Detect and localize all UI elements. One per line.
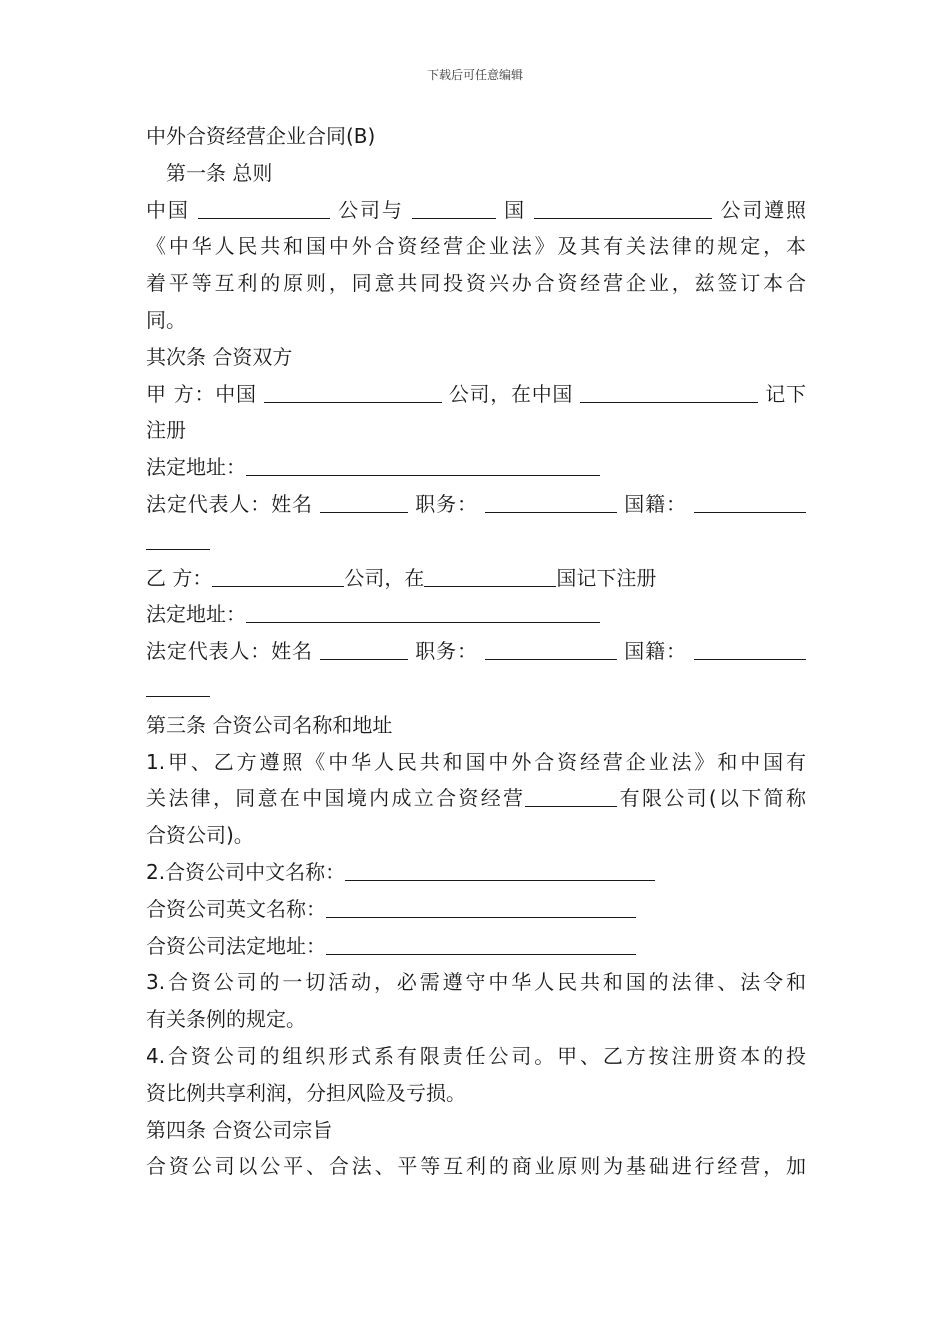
document-title: 中外合资经营企业合同(B)	[146, 124, 376, 148]
article-1-line-4: 同。	[146, 307, 186, 332]
blank-field	[264, 376, 442, 403]
blank-field	[146, 523, 210, 550]
blank-field	[580, 376, 758, 403]
article-4-heading: 第四条 合资公司宗旨	[146, 1117, 333, 1142]
blank-field	[485, 633, 617, 660]
article-1-line-1	[146, 192, 806, 229]
party-b-company-text: 公司，在	[344, 565, 425, 590]
party-a-blank-continuation	[146, 523, 806, 560]
party-a-company-text: 公司，在中国	[448, 381, 574, 406]
representative-label: 法定代表人：姓名	[146, 491, 313, 516]
party-a-label: 甲 方：中国	[146, 381, 257, 406]
clause-2-chinese-name	[146, 854, 806, 891]
duty-label: 职务：	[415, 491, 478, 516]
blank-field	[525, 780, 617, 807]
party-a-address	[146, 449, 806, 486]
article-3-heading: 第三条 合资公司名称和地址	[146, 712, 393, 737]
blank-field	[246, 449, 600, 476]
article-1-line-2: 《中华人民共和国中外合资经营企业法》及其有关法律的规定，本	[146, 234, 806, 259]
representative-label: 法定代表人：姓名	[146, 639, 313, 664]
nationality-label: 国籍：	[624, 639, 687, 664]
blank-field	[694, 633, 806, 660]
clause-4-line-2: 资比例共享利润，分担风险及亏损。	[146, 1080, 466, 1105]
text-company-according: 公司遵照	[720, 197, 806, 222]
clause-1-line-2	[146, 780, 806, 817]
article-1-line-3: 着平等互利的原则，同意共同投资兴办合资经营企业，兹签订本合	[146, 271, 806, 296]
party-b-label: 乙 方：	[146, 565, 213, 590]
chinese-name-label: 2.合资公司中文名称：	[146, 859, 346, 884]
party-a-line	[146, 376, 806, 413]
contract-document	[146, 118, 806, 1185]
clause-3-line-1: 3.合资公司的一切活动，必需遵守中华人民共和国的法律、法令和	[146, 970, 806, 995]
duty-label: 职务：	[415, 639, 478, 664]
blank-field	[412, 192, 496, 219]
clause-1-text-cont: 有限公司(以下简称	[617, 786, 806, 811]
clause-1-line-3: 合资公司)。	[146, 823, 254, 848]
clause-1-text: 关法律，同意在中国境内成立合资经营	[146, 786, 526, 811]
clause-2-legal-address	[146, 928, 806, 965]
party-a-line-2: 注册	[146, 418, 186, 443]
party-b-line	[146, 560, 806, 597]
blank-field	[345, 854, 655, 881]
blank-field	[424, 560, 556, 587]
blank-field	[534, 192, 712, 219]
party-b-registered-text: 国记下注册	[556, 565, 657, 590]
clause-2-english-name	[146, 891, 806, 928]
text-company-with: 公司与	[338, 197, 404, 222]
party-b-address	[146, 596, 806, 633]
blank-field	[198, 192, 330, 219]
blank-field	[146, 670, 210, 697]
address-label: 法定地址：	[146, 455, 246, 480]
english-name-label: 合资公司英文名称：	[146, 896, 326, 921]
blank-field	[246, 596, 600, 623]
blank-field	[326, 928, 636, 955]
party-b-representative	[146, 633, 806, 670]
text-china: 中国	[146, 197, 190, 222]
blank-field	[485, 486, 617, 513]
clause-4-line-1: 4.合资公司的组织形式系有限责任公司。甲、乙方按注册资本的投	[146, 1043, 806, 1068]
clause-1-line-1: 1.甲、乙方遵照《中华人民共和国中外合资经营企业法》和中国有	[146, 749, 806, 774]
clause-3-line-2: 有关条例的规定。	[146, 1007, 306, 1032]
legal-address-label: 合资公司法定地址：	[146, 933, 326, 958]
blank-field	[320, 633, 408, 660]
blank-field	[694, 486, 806, 513]
address-label: 法定地址：	[146, 602, 246, 627]
page-header: 下载后可任意编辑	[426, 68, 523, 82]
blank-field	[320, 486, 408, 513]
party-a-registered-text: 记下	[765, 381, 806, 406]
blank-field	[212, 560, 344, 587]
article-2-heading: 其次条 合资双方	[146, 344, 293, 369]
text-country: 国	[504, 197, 527, 222]
party-b-blank-continuation	[146, 670, 806, 707]
party-a-representative	[146, 486, 806, 523]
blank-field	[326, 891, 636, 918]
nationality-label: 国籍：	[624, 491, 687, 516]
article-4-line-1: 合资公司以公平、合法、平等互利的商业原则为基础进行经营，加	[146, 1154, 806, 1179]
article-1-heading: 第一条 总则	[166, 160, 273, 185]
